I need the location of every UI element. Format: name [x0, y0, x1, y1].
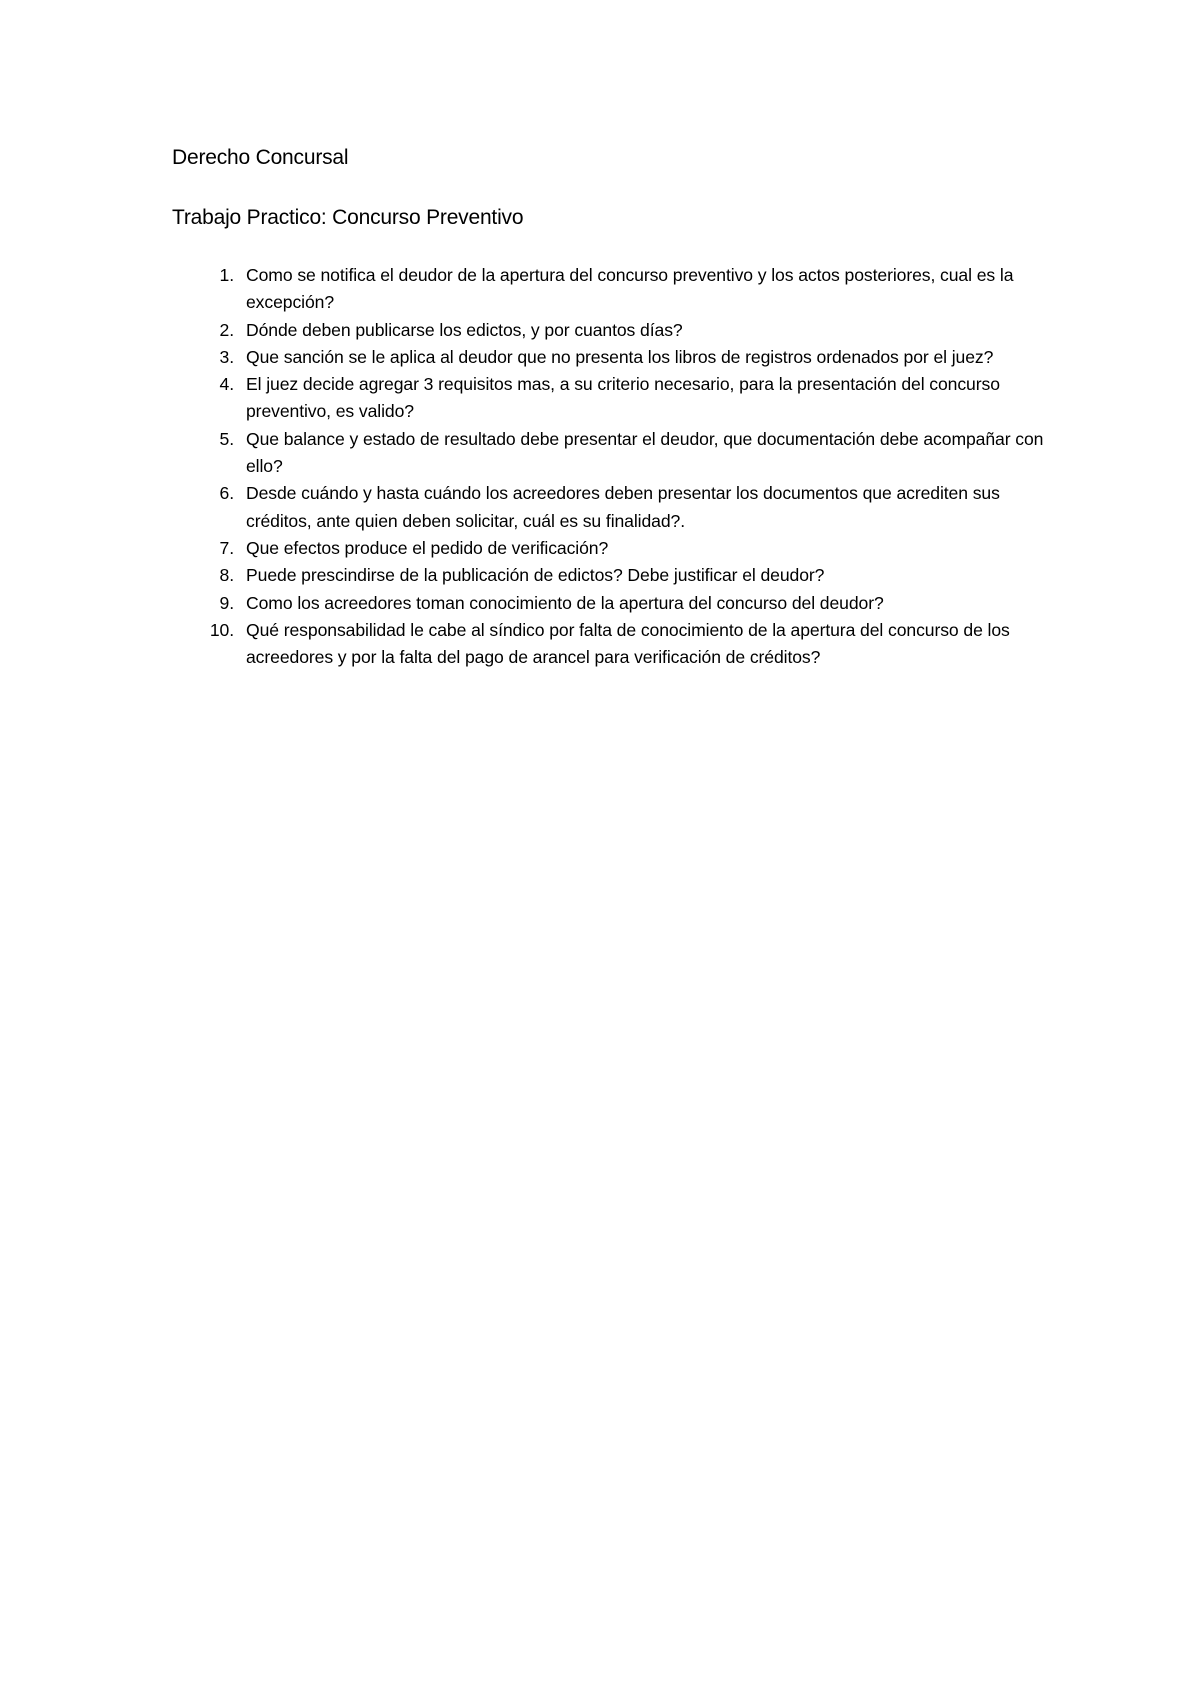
document-subtitle: Trabajo Practico: Concurso Preventivo — [172, 206, 524, 229]
question-item-1 — [204, 262, 1064, 317]
question-list — [204, 262, 1064, 671]
question-number: 9. — [219, 592, 234, 613]
question-item-2 — [204, 317, 1064, 344]
question-item-10 — [204, 617, 1064, 672]
question-item-4 — [204, 371, 1064, 426]
question-text: El juez decide agregar 3 requisitos mas, a su criterio necesario, para la presentación del concurso preventivo, es valido? — [246, 374, 1000, 422]
question-text: Como los acreedores toman conocimiento de la apertura del concurso del deudor? — [246, 592, 884, 613]
question-text: Desde cuándo y hasta cuándo los acreedores deben presentar los documentos que acrediten sus créditos, ante quien deben solicitar, cuál es su finalidad?. — [246, 483, 1000, 531]
question-number: 6. — [219, 483, 234, 504]
question-item-3 — [204, 344, 1064, 371]
question-item-6 — [204, 480, 1064, 535]
question-number: 10. — [209, 619, 234, 640]
document-title: Derecho Concursal — [172, 146, 349, 169]
question-text: Dónde deben publicarse los edictos, y por cuantos días? — [246, 319, 683, 340]
question-number: 8. — [219, 565, 234, 586]
question-text: Que balance y estado de resultado debe presentar el deudor, que documentación debe acompañar con ello? — [246, 428, 1044, 477]
question-number: 4. — [219, 374, 234, 395]
question-number: 1. — [219, 265, 234, 285]
question-number: 2. — [219, 319, 234, 340]
question-item-7 — [204, 535, 1064, 562]
question-number: 5. — [219, 428, 234, 449]
question-item-5 — [204, 426, 1064, 481]
question-number: 3. — [219, 346, 234, 367]
question-text: Qué responsabilidad le cabe al síndico por falta de conocimiento de la apertura del concurso de los acreedores y por la falta del pago de arancel para verificación de créditos? — [246, 619, 1010, 668]
question-text: Como se notifica el deudor de la apertura del concurso preventivo y los actos posteriores, cual es la excepción? — [246, 265, 1014, 313]
question-text: Que sanción se le aplica al deudor que no presenta los libros de registros ordenados por el juez? — [246, 346, 994, 367]
question-number: 7. — [219, 537, 234, 558]
question-text: Que efectos produce el pedido de verificación? — [246, 537, 609, 558]
question-item-8 — [204, 562, 1064, 589]
question-text: Puede prescindirse de la publicación de edictos? Debe justificar el deudor? — [246, 565, 825, 586]
question-item-9 — [204, 590, 1064, 617]
